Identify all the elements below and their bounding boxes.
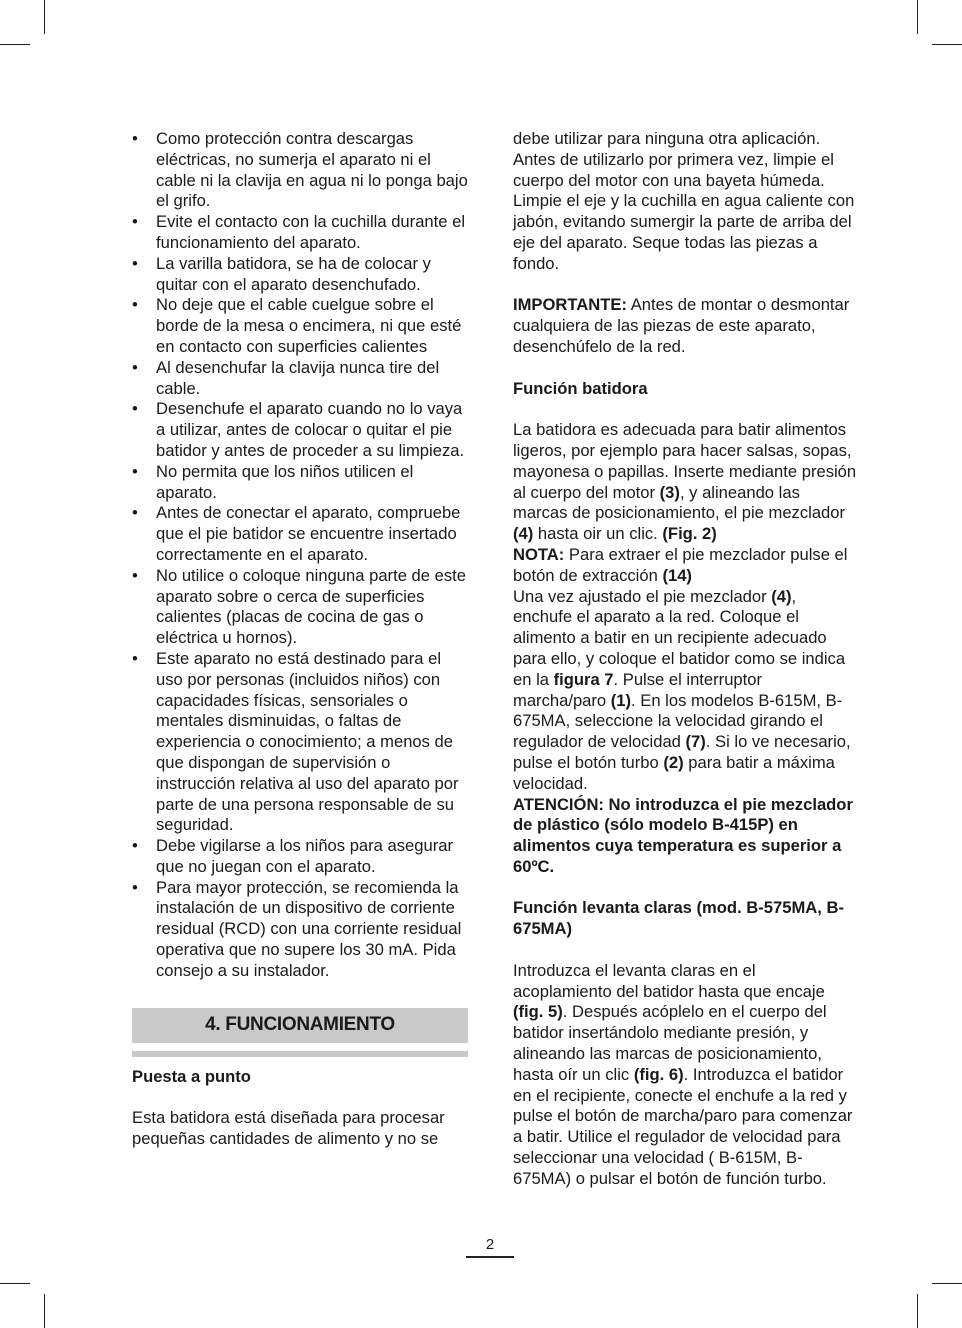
bullet-symbol: • <box>132 461 138 481</box>
heading-funcion-levanta-claras <box>513 898 858 940</box>
bullet-symbol: • <box>132 212 138 232</box>
list-item-text: Evite el contacto con la cuchilla durante el funcionamiento del aparato. <box>156 212 466 252</box>
bullet-symbol: • <box>132 357 138 377</box>
batidora-paragraph <box>513 420 858 545</box>
list-item <box>132 649 468 836</box>
text-run: . Después acóplelo en el cuerpo del batidor insertándolo mediante presión, y alineando las marcas de posicionamiento, hasta oír un clic <box>513 1002 827 1084</box>
bold-ref: (2) <box>663 752 684 772</box>
important-label: IMPORTANTE: <box>513 295 627 315</box>
crop-mark <box>932 44 962 45</box>
list-item-text: No utilice o coloque ninguna parte de este aparato sobre o cerca de superficies calientes (placas de cocina de gas o eléctrica u hornos). <box>156 565 466 648</box>
list-item <box>132 129 468 212</box>
list-item-text: Desenchufe el aparato cuando no lo vaya a utilizar, antes de colocar o quitar el pie batidor y antes de proceder a su limpieza. <box>156 399 465 460</box>
page-number-underline <box>466 1256 514 1258</box>
levanta-paragraph <box>513 961 858 1190</box>
warning-text: ATENCIÓN: No introduzca el pie mezclador de plástico (sólo modelo B-415P) en alimentos cuya temperatura es superior a 60ºC. <box>513 794 853 876</box>
bullet-symbol: • <box>132 399 138 419</box>
bullet-symbol: • <box>132 129 138 148</box>
list-item-text: Como protección contra descargas eléctricas, no sumerja el aparato ni el cable ni la clavija en agua ni lo ponga bajo el grifo. <box>156 129 468 211</box>
bullet-symbol: • <box>132 253 138 273</box>
bold-ref: (Fig. 2) <box>662 524 717 544</box>
bullet-symbol: • <box>132 648 138 668</box>
atencion-warning <box>513 795 858 878</box>
bold-ref: figura 7 <box>553 669 614 689</box>
left-column <box>132 129 468 1150</box>
text-run: . Introduzca el batidor en el recipiente, conecte el enchufe a la red y pulse el botón de marcha/paro para comenzar a batir. Utilice el regulador de velocidad para seleccionar una velocidad ( B-615M, B-675MA) o pulsar el botón de función turbo. <box>513 1064 853 1188</box>
bullet-symbol: • <box>132 836 138 856</box>
section-title: 4. FUNCIONAMIENTO <box>132 1008 468 1043</box>
crop-mark <box>0 44 30 45</box>
list-item <box>132 358 468 400</box>
bold-ref: (4) <box>513 524 534 544</box>
heading-funcion-batidora <box>513 379 858 400</box>
list-item <box>132 399 468 461</box>
list-item-text: Para mayor protección, se recomienda la instalación de un dispositivo de corriente residual (RCD) con una corriente residual operativa que no supere los 30 mA. Pida consejo a su instalador. <box>156 877 462 980</box>
subheading-puesta-a-punto: Puesta a punto <box>132 1066 251 1086</box>
nota-label: NOTA: <box>513 544 565 564</box>
list-item-text: Antes de conectar el aparato, compruebe que el pie batidor se encuentre insertado correctamente en el aparato. <box>156 503 461 564</box>
text-run: , enchufe el aparato a la red. Coloque el alimento a batir en un recipiente adecuado para ello, y coloque el batidor como se indica en la <box>513 586 846 689</box>
bullet-symbol: • <box>132 877 138 897</box>
bold-ref: (1) <box>610 690 632 710</box>
crop-mark <box>44 0 45 34</box>
important-text: Antes de montar o desmontar cualquiera de las piezas de este aparato, desenchúfelo de la red. <box>513 295 850 356</box>
usage-paragraph <box>513 587 858 795</box>
crop-mark <box>932 1283 962 1284</box>
list-item-text: Al desenchufar la clavija nunca tire del cable. <box>156 357 440 398</box>
bold-ref: (14) <box>662 565 692 585</box>
text-run: . Si lo ve necesario, pulse el botón turbo <box>513 732 851 772</box>
heading-text: Función batidora <box>513 378 648 398</box>
list-item <box>132 566 468 649</box>
bold-ref: (7) <box>685 732 706 752</box>
crop-mark <box>917 1294 918 1328</box>
text-run: para batir a máxima velocidad. <box>513 752 835 793</box>
page-number: 2 <box>485 1236 495 1253</box>
text-run: . Pulse el interruptor marcha/paro <box>513 669 763 710</box>
text-run: Para extraer el pie mezclador pulse el botón de extracción <box>513 544 848 585</box>
crop-mark <box>44 1294 45 1328</box>
list-item <box>132 836 468 878</box>
list-item-text: No deje que el cable cuelgue sobre el borde de la mesa o encimera, ni que esté en contacto con superficies calientes <box>156 295 462 356</box>
safety-list <box>132 129 468 982</box>
list-item-text: La varilla batidora, se ha de colocar y quitar con el aparato desenchufado. <box>156 253 431 294</box>
text-run: , y alineando las marcas de posicionamiento, el pie mezclador <box>513 482 846 523</box>
bullet-symbol: • <box>132 503 138 523</box>
bullet-symbol: • <box>132 295 138 315</box>
crop-mark <box>0 1283 30 1284</box>
heading-text: Función levanta claras (mod. B-575MA, B-675MA) <box>513 898 845 939</box>
list-item <box>132 254 468 296</box>
text-run: Introduzca el levanta claras en el acoplamiento del batidor hasta que encaje <box>513 960 825 1001</box>
list-item-text: No permita que los niños utilicen el aparato. <box>156 461 414 502</box>
list-item-text: Este aparato no está destinado para el uso por personas (incluidos niños) con capacidades físicas, sensoriales o mentales disminuidas, o faltas de experiencia o conocimiento; a menos de que dispongan de supervisión o instrucción relativa al uso del aparato por parte de una persona responsable de su seguridad. <box>156 648 459 835</box>
list-item <box>132 503 468 565</box>
bold-ref: (fig. 5) <box>513 1002 563 1022</box>
bold-ref: (4) <box>771 586 792 606</box>
list-item <box>132 878 468 982</box>
bullet-symbol: • <box>132 565 138 585</box>
text-run: . En los modelos B-615M, B-675MA, seleccione la velocidad girando el regulador de velocidad <box>513 690 843 752</box>
crop-mark <box>917 0 918 34</box>
bold-ref: (fig. 6) <box>633 1064 684 1084</box>
list-item <box>132 212 468 254</box>
section-divider <box>132 1051 468 1057</box>
important-paragraph <box>513 295 858 357</box>
nota-paragraph <box>513 545 858 587</box>
cleaning-paragraph: debe utilizar para ninguna otra aplicación. Antes de utilizarlo por primera vez, limpie el cuerpo del motor con una bayeta húmeda. Limpie el eje y la cuchilla en agua caliente con jabón, evitando sumergir la parte de arriba del eje del aparato. Seque todas las piezas a fondo. <box>513 129 855 273</box>
list-item <box>132 462 468 504</box>
intro-paragraph: Esta batidora está diseñada para procesar pequeñas cantidades de alimento y no se <box>132 1108 445 1149</box>
list-item-text: Debe vigilarse a los niños para asegurar que no juegan con el aparato. <box>156 836 454 876</box>
bold-ref: (3) <box>659 482 680 502</box>
list-item <box>132 295 468 357</box>
text-run: Una vez ajustado el pie mezclador <box>513 586 772 606</box>
right-column <box>513 129 858 1190</box>
text-run: La batidora es adecuada para batir alimentos ligeros, por ejemplo para hacer salsas, sopas, mayonesa o papillas. Inserte mediante presión al cuerpo del motor <box>513 420 857 502</box>
text-run: hasta oir un clic. <box>533 524 663 544</box>
